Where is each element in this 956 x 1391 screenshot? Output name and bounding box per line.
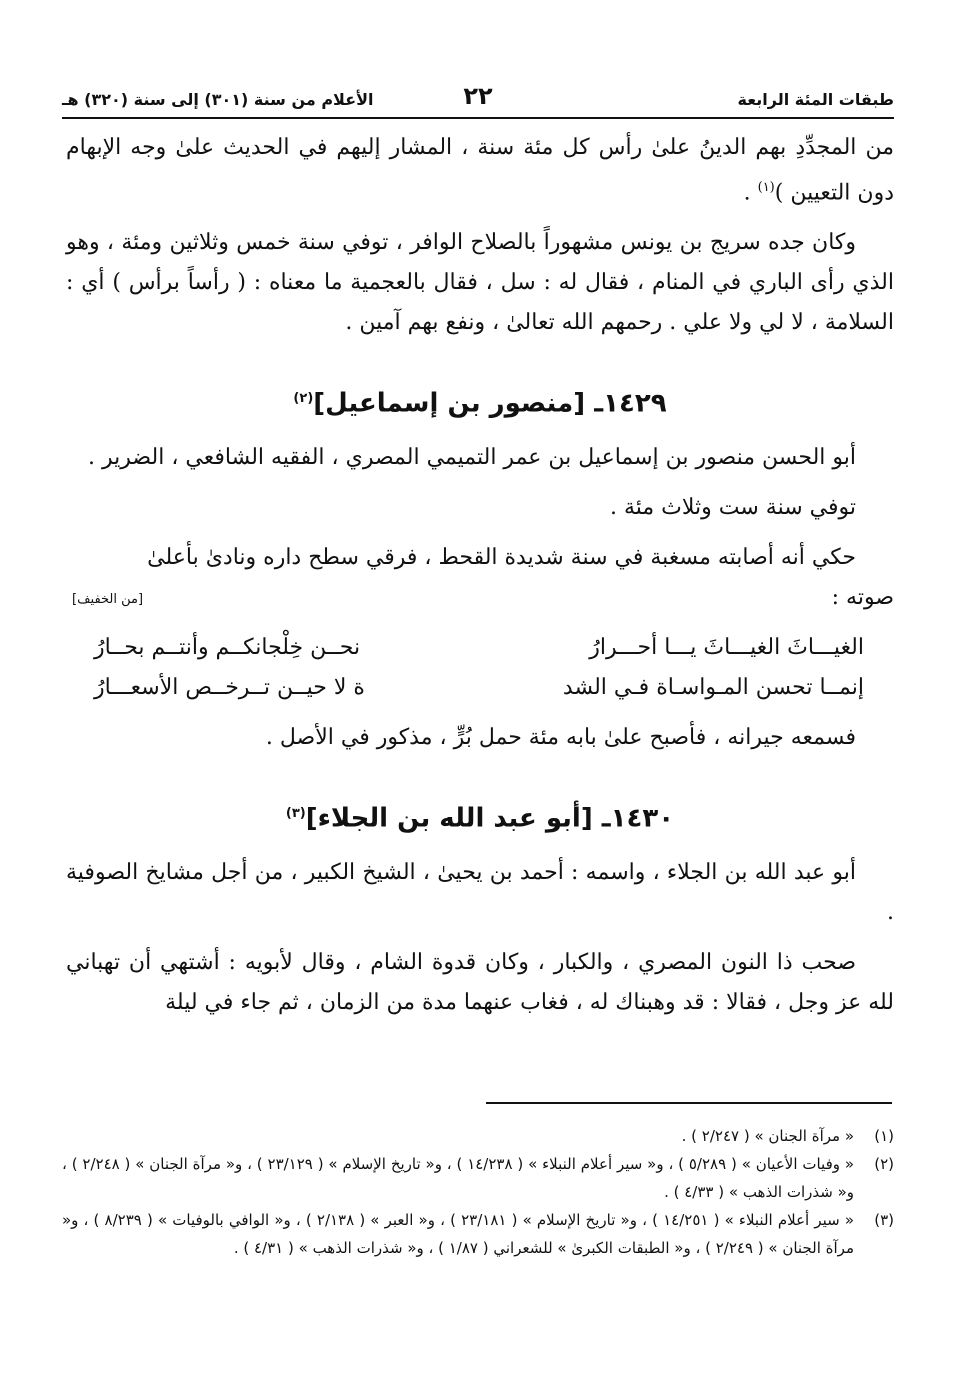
footnote-2 [62, 1150, 894, 1206]
header-section-range: الأعلام من سنة (٣٠١) إلى سنة (٣٢٠) هـ [62, 90, 374, 109]
paragraph-1-text: من المجدِّدِ بهم الدينُ علىٰ رأس كل مئة سنة ، المشار إليهم في الحديث علىٰ وجه الإبهام دون التعيين ) [66, 135, 894, 206]
footnote-3 [62, 1206, 894, 1262]
poem-verse-1 [66, 628, 894, 668]
verse-1-second-hemistich: نحــن خِلْجانكــم وأنتــم بحــارُ [94, 634, 361, 660]
running-header [62, 84, 894, 114]
paragraph-6: فسمعه جيرانه ، فأصبح علىٰ بابه مئة حمل بُرٍّ ، مذكور في الأصل . [265, 724, 856, 750]
entry-heading-1429-text: ١٤٢٩ـ [منصور بن إسماعيل] [313, 388, 667, 419]
paragraph-5-end: صوته : [831, 584, 894, 610]
footnote-3-text: « سير أعلام النبلاء » ( ١٤/٢٥١ ) ، و« تاريخ الإسلام » ( ٢٣/١٨١ ) ، و« العبر » ( ٢/١٣٨ ) ، و« الوافي بالوفيات » ( ٨/٢٣٩ ) ، و« مرآة الجنان » ( ٢/٢٤٩ ) ، و« الطبقات الكبرىٰ » للشعراني ( ١/٨٧ ) ، و« شذرات الذهب » ( ٤/٣١ ) . [62, 1211, 855, 1257]
paragraph-5: حكي أنه أصابته مسغبة في سنة شديدة القحط ، فرقي سطح داره ونادىٰ بأعلىٰ [147, 544, 856, 570]
footnote-ref-1: (١) [757, 180, 775, 195]
verse-intro-line [66, 578, 894, 618]
verse-2-first-hemistich: إنمــا تحسن المـواسـاة فـي الشد [562, 674, 864, 700]
footnote-3-number: (٣) [874, 1211, 894, 1229]
entry-heading-1430-text: ١٤٣٠ـ [أبو عبد الله بن الجلاء] [305, 803, 675, 834]
meter-label: [من الخفيف] [72, 591, 144, 607]
paragraph-2: وكان جده سريج بن يونس مشهوراً بالصلاح الوافر ، توفي سنة خمس وثلاثين ومئة ، وهو الذي رأى الباري في المنام ، فقال له : سل ، فقال بالعجمية ما معناه : ( رأساً برأس ) أي : السلامة ، لا لي ولا علي . رحمهم الله تعالىٰ ، ونفع بهم آمين . [66, 230, 894, 336]
footnote-1-text: « مرآة الجنان » ( ٢/٢٤٧ ) . [681, 1127, 854, 1145]
verse-1-first-hemistich: الغيـــاثَ الغيـــاثَ يـــا أحـــرارُ [589, 634, 864, 660]
footnote-ref-3: (٣) [285, 805, 306, 821]
footnote-1-number: (١) [874, 1127, 894, 1145]
footnote-1 [62, 1122, 894, 1150]
paragraph-7: أبو عبد الله بن الجلاء ، واسمه : أحمد بن يحيىٰ ، الشيخ الكبير ، من أجل مشايخ الصوفية . [66, 859, 894, 925]
header-divider [62, 117, 894, 119]
footnote-divider [486, 1102, 892, 1104]
header-book-title: طبقات المئة الرابعة [737, 90, 894, 109]
footnotes [62, 1122, 894, 1262]
entry-heading-1429 [66, 375, 894, 428]
paragraph-3: أبو الحسن منصور بن إسماعيل بن عمر التميمي المصري ، الفقيه الشافعي ، الضرير . [88, 444, 856, 470]
entry-heading-1430 [66, 790, 894, 843]
footnote-2-text: « وفيات الأعيان » ( ٥/٢٨٩ ) ، و« سير أعلام النبلاء » ( ١٤/٢٣٨ ) ، و« تاريخ الإسلام » ( ٢٣/١٢٩ ) ، و« مرآة الجنان » ( ٢/٢٤٨ ) ، و« شذرات الذهب » ( ٤/٣٣ ) . [62, 1155, 855, 1201]
poem-verse-2 [66, 668, 894, 708]
footnote-2-number: (٢) [874, 1155, 894, 1173]
verse-2-second-hemistich: ة لا حيــن تــرخــص الأسعـــارُ [94, 674, 365, 700]
page-number: ٢٢ [463, 82, 493, 110]
paragraph-1-end: . [743, 180, 758, 206]
paragraph-4: توفي سنة ست وثلاث مئة . [609, 494, 856, 520]
footnote-ref-2: (٢) [293, 391, 314, 407]
paragraph-1 [66, 128, 894, 213]
paragraph-8: صحب ذا النون المصري ، والكبار ، وكان قدوة الشام ، وقال لأبويه : أشتهي أن تهباني لله عز وجل ، فقالا : قد وهبناك له ، فغاب عنهما مدة من الزمان ، ثم جاء في ليلة [66, 949, 894, 1015]
main-text [66, 128, 894, 1023]
